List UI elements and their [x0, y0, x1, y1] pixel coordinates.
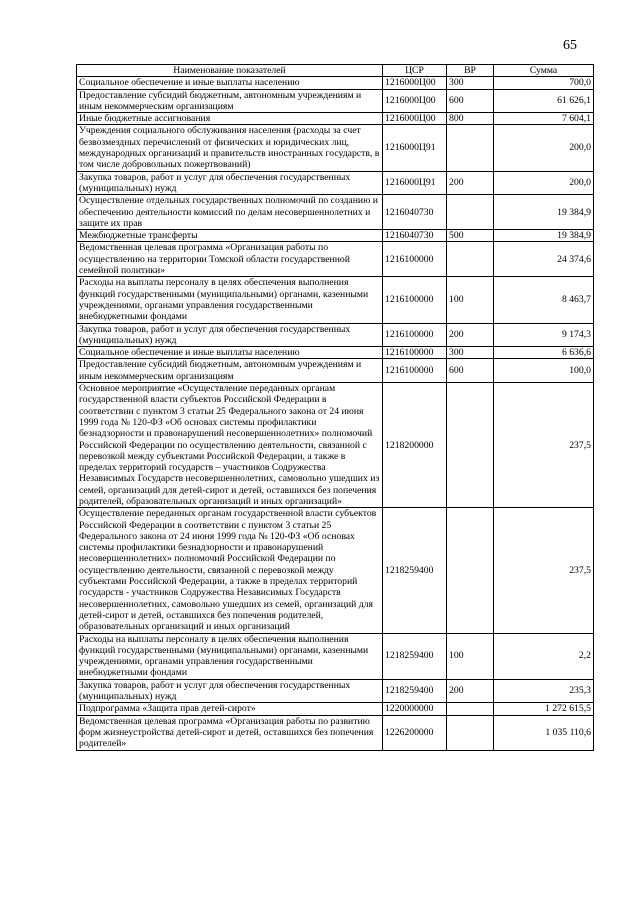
table-row	[77, 703, 594, 715]
cell-csr: 1216100000	[383, 359, 447, 383]
cell-vr	[447, 242, 494, 277]
cell-sum: 1 035 110,6	[494, 715, 594, 750]
table-row	[77, 347, 594, 359]
header-csr: ЦСР	[383, 65, 447, 77]
cell-vr: 100	[447, 277, 494, 323]
header-name: Наименование показателей	[77, 65, 383, 77]
cell-vr: 600	[447, 89, 494, 113]
cell-name: Основное мероприятие «Осуществление переданных органам государственной власти субъектов Российской Федерации в соответствии с пунктом 3 статьи 25 Федерального закона от 24 июня 1999 года № 120-ФЗ «Об основах системы профилактики безнадзорности и правонарушений несовершеннолетних» полномочий Российской Федерации по осуществлению деятельности, связанной с перевозкой между субъектами Российской Федерации, а также в пределах территорий государств – участников Содружества Независимых Государств несовершеннолетних, самовольно ушедших из семей, организаций для детей-сирот и детей, оставшихся без попечения родителей, образовательных организаций и иных организаций»	[77, 383, 383, 508]
cell-name: Социальное обеспечение и иные выплаты населению	[77, 347, 383, 359]
cell-csr: 1218259400	[383, 508, 447, 633]
cell-name: Осуществление переданных органам государственной власти субъектов Российской Федерации в соответствии с пунктом 3 статьи 25 Федерального закона от 24 июня 1999 года № 120-ФЗ «Об основах системы профилактики безнадзорности и правонарушений несовершеннолетних» полномочий Российской Федерации по осуществлению деятельности, связанной с перевозкой между субъектами Российской Федерации, а также в пределах территорий государств - участников Содружества Независимых Государств несовершеннолетних, самовольно ушедших из семей, организаций для детей-сирот и детей, оставшихся без попечения родителей, образовательных организаций и иных организаций	[77, 508, 383, 633]
budget-table	[76, 64, 594, 751]
cell-name: Закупка товаров, работ и услуг для обеспечения государственных (муниципальных) нужд	[77, 171, 383, 195]
cell-sum: 6 636,6	[494, 347, 594, 359]
table-row	[77, 242, 594, 277]
cell-csr: 1216040730	[383, 230, 447, 242]
table-row	[77, 715, 594, 750]
cell-vr: 100	[447, 633, 494, 679]
table-row	[77, 383, 594, 508]
cell-vr: 300	[447, 77, 494, 89]
page-number: 65	[563, 38, 577, 53]
cell-csr: 1216100000	[383, 277, 447, 323]
header-sum: Сумма	[494, 65, 594, 77]
cell-sum: 19 384,9	[494, 195, 594, 230]
cell-name: Предоставление субсидий бюджетным, автономным учреждениям и иным некоммерческим организациям	[77, 359, 383, 383]
cell-sum: 200,0	[494, 125, 594, 171]
cell-csr: 1216100000	[383, 347, 447, 359]
cell-name: Иные бюджетные ассигнования	[77, 113, 383, 125]
table-row	[77, 77, 594, 89]
cell-vr: 300	[447, 347, 494, 359]
cell-name: Предоставление субсидий бюджетным, автономным учреждениям и иным некоммерческим организациям	[77, 89, 383, 113]
cell-name: Учреждения социального обслуживания населения (расходы за счет безвозмездных перечислений от физических и юридических лиц, международных организаций и правительств иностранных государств, в том числе добровольных пожертвований)	[77, 125, 383, 171]
cell-sum: 7 604,1	[494, 113, 594, 125]
cell-sum: 200,0	[494, 171, 594, 195]
cell-sum: 8 463,7	[494, 277, 594, 323]
table-row	[77, 113, 594, 125]
cell-vr: 200	[447, 679, 494, 703]
cell-vr: 200	[447, 171, 494, 195]
cell-vr	[447, 508, 494, 633]
cell-sum: 100,0	[494, 359, 594, 383]
cell-sum: 2,2	[494, 633, 594, 679]
table-row	[77, 359, 594, 383]
cell-csr: 1216100000	[383, 242, 447, 277]
cell-csr: 1216000Ц00	[383, 113, 447, 125]
cell-sum: 237,5	[494, 383, 594, 508]
table-row	[77, 633, 594, 679]
cell-vr: 500	[447, 230, 494, 242]
cell-sum: 235,3	[494, 679, 594, 703]
cell-csr: 1216040730	[383, 195, 447, 230]
cell-name: Расходы на выплаты персоналу в целях обеспечения выполнения функций государственными (муниципальными) органами, казенными учреждениями, органами управления государственными внебюджетными фондами	[77, 277, 383, 323]
table-row	[77, 125, 594, 171]
cell-sum: 237,5	[494, 508, 594, 633]
cell-sum: 19 384,9	[494, 230, 594, 242]
cell-vr	[447, 125, 494, 171]
cell-name: Закупка товаров, работ и услуг для обеспечения государственных (муниципальных) нужд	[77, 679, 383, 703]
cell-csr: 1216100000	[383, 323, 447, 347]
cell-csr: 1220000000	[383, 703, 447, 715]
cell-csr: 1216000Ц91	[383, 171, 447, 195]
cell-vr: 800	[447, 113, 494, 125]
cell-sum: 24 374,6	[494, 242, 594, 277]
table-row	[77, 277, 594, 323]
cell-csr: 1218259400	[383, 679, 447, 703]
cell-vr	[447, 383, 494, 508]
cell-name: Подпрограмма «Защита прав детей-сирот»	[77, 703, 383, 715]
cell-vr: 200	[447, 323, 494, 347]
cell-name: Осуществление отдельных государственных полномочий по созданию и обеспечению деятельности комиссий по делам несовершеннолетних и защите их прав	[77, 195, 383, 230]
table-header-row	[77, 65, 594, 77]
cell-sum: 61 626,1	[494, 89, 594, 113]
cell-sum: 700,0	[494, 77, 594, 89]
cell-name: Социальное обеспечение и иные выплаты населению	[77, 77, 383, 89]
cell-csr: 1216000Ц00	[383, 77, 447, 89]
cell-sum: 1 272 615,5	[494, 703, 594, 715]
cell-name: Расходы на выплаты персоналу в целях обеспечения выполнения функций государственными (муниципальными) органами, казенными учреждениями, органами управления государственными внебюджетными фондами	[77, 633, 383, 679]
cell-sum: 9 174,3	[494, 323, 594, 347]
cell-vr: 600	[447, 359, 494, 383]
cell-csr: 1218200000	[383, 383, 447, 508]
table-row	[77, 195, 594, 230]
cell-name: Межбюджетные трансферты	[77, 230, 383, 242]
cell-name: Ведомственная целевая программа «Организация работы по осуществлению на территории Томской области государственной семейной политики»	[77, 242, 383, 277]
table-row	[77, 171, 594, 195]
table-row	[77, 230, 594, 242]
cell-csr: 1218259400	[383, 633, 447, 679]
table-row	[77, 508, 594, 633]
cell-vr	[447, 703, 494, 715]
table-body	[77, 77, 594, 750]
cell-name: Закупка товаров, работ и услуг для обеспечения государственных (муниципальных) нужд	[77, 323, 383, 347]
cell-csr: 1226200000	[383, 715, 447, 750]
cell-csr: 1216000Ц91	[383, 125, 447, 171]
cell-name: Ведомственная целевая программа «Организация работы по развитию форм жизнеустройства детей-сирот и детей, оставшихся без попечения родителей»	[77, 715, 383, 750]
cell-csr: 1216000Ц00	[383, 89, 447, 113]
header-vr: ВР	[447, 65, 494, 77]
cell-vr	[447, 195, 494, 230]
table-row	[77, 679, 594, 703]
table-row	[77, 89, 594, 113]
table-row	[77, 323, 594, 347]
cell-vr	[447, 715, 494, 750]
